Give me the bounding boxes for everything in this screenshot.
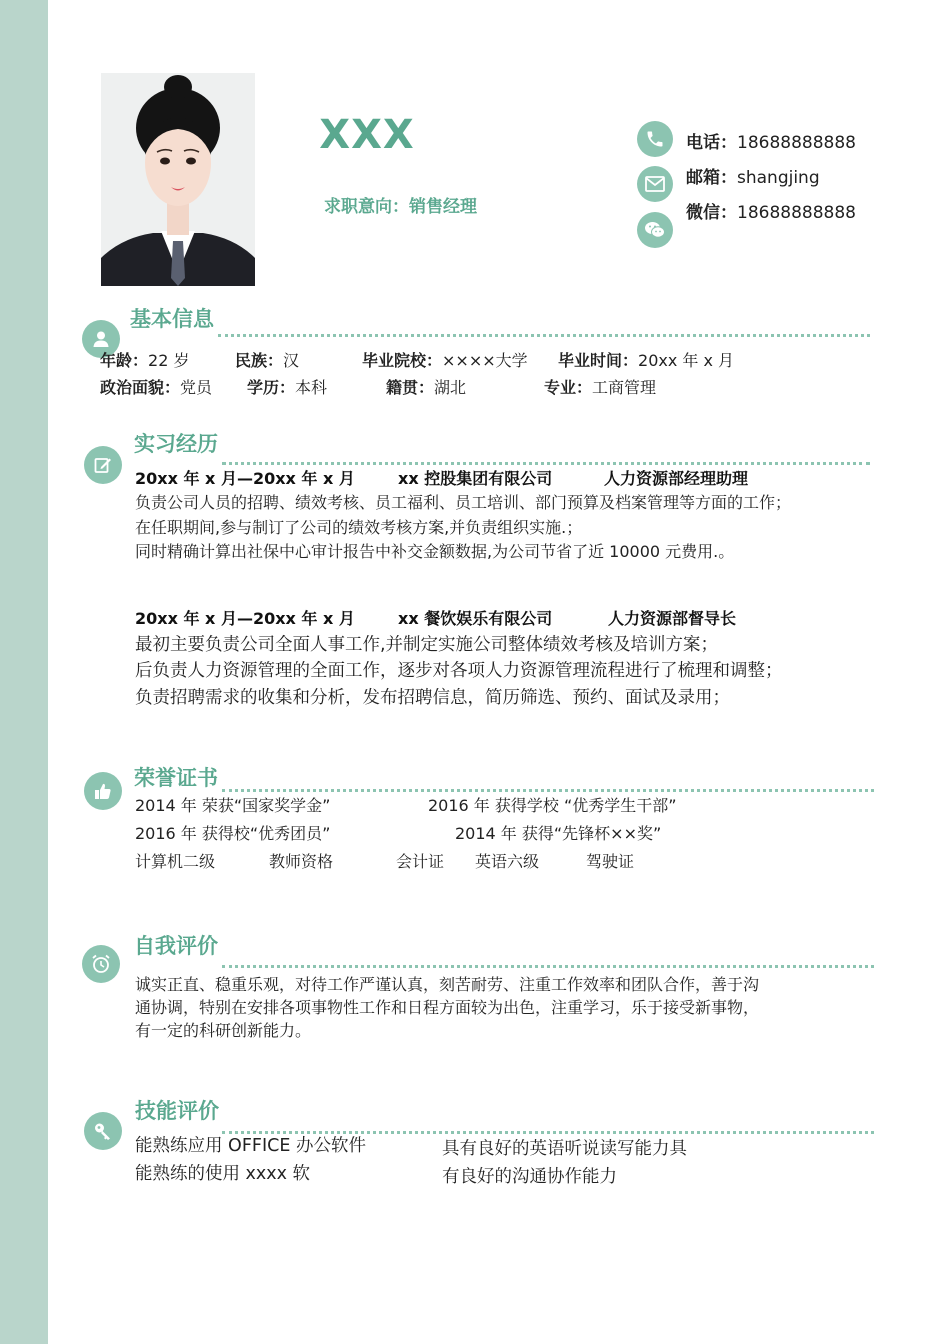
skill-item: 具有良好的英语听说读写能力具 [442,1139,687,1159]
job1-period: 20xx 年 x 月—20xx 年 x 月 [135,469,355,488]
job2-line: 负责招聘需求的收集和分析，发布招聘信息，简历筛选、预约、面试及录用； [135,688,730,708]
native-value: 湖北 [434,378,467,397]
divider [222,789,874,792]
cert-item: 会计证 [396,852,445,871]
job1-line: 负责公司人员的招聘、绩效考核、员工福利、员工培训、部门预算及档案管理等方面的工作； [135,493,792,512]
self-eval-line: 有一定的科研创新能力。 [135,1021,312,1040]
skill-item: 有良好的沟通协作能力 [442,1167,617,1187]
job-intent-value: 销售经理 [409,197,477,217]
self-eval-line: 通协调，特别在安排各项事物性工作和日程方面较为出色，注重学习，乐于接受新事物， [135,998,760,1017]
job1-line: 在任职期间,参与制订了公司的绩效考核方案,并负责组织实施.； [135,518,583,537]
basic-degree [247,375,327,398]
basic-school [362,348,528,371]
divider [218,334,870,337]
edit-icon [84,446,122,484]
skill-item: 能熟练应用 OFFICE 办公软件 [135,1136,366,1156]
politics-label: 政治面貌： [100,378,181,397]
email-label: 邮箱： [686,168,737,188]
section-title-intern: 实习经历 [134,432,218,456]
cert-item: 计算机二级 [135,852,216,871]
degree-label: 学历： [247,378,296,397]
job1-position: 人力资源部经理助理 [604,469,749,488]
cert-item: 英语六级 [475,852,540,871]
job2-position: 人力资源部督导长 [608,609,737,628]
left-accent-bar [0,0,48,1344]
honor-item: 2014 年 荣获“国家奖学金” [135,796,331,815]
school-value: ××××大学 [442,351,528,370]
alarm-clock-icon [82,945,120,983]
degree-value: 本科 [295,378,328,397]
basic-native [386,375,466,398]
divider [222,965,874,968]
nation-label: 民族： [235,351,284,370]
basic-politics [100,375,212,398]
cert-item: 驾驶证 [586,852,635,871]
age-value: 22 岁 [148,351,190,370]
job-intent-label: 求职意向： [324,197,409,217]
candidate-name: XXX [319,112,415,158]
job2-period: 20xx 年 x 月—20xx 年 x 月 [135,609,355,628]
job-intent [324,192,477,217]
basic-major [544,375,656,398]
basic-age [100,348,189,371]
contact-wechat [686,198,856,223]
job2-line: 后负责人力资源管理的全面工作，逐步对各项人力资源管理流程进行了梳理和调整； [135,661,783,681]
section-title-skills: 技能评价 [135,1099,219,1123]
job2-line: 最初主要负责公司全面人事工作,并制定实施公司整体绩效考核及培训方案； [135,635,719,655]
grad-value: 20xx 年 x 月 [638,351,735,370]
honor-item: 2014 年 获得“先锋杯××奖” [455,824,662,843]
mail-icon [637,166,673,202]
job1-company: xx 控股集团有限公司 [398,469,553,488]
wechat-label: 微信： [686,203,737,223]
cert-item: 教师资格 [269,852,334,871]
age-label: 年龄： [100,351,149,370]
phone-value: 18688888888 [737,133,856,153]
job2-company: xx 餐饮娱乐有限公司 [398,609,553,628]
self-eval-line: 诚实正直、稳重乐观，对待工作严谨认真，刻苦耐劳、注重工作效率和团队合作，善于沟 [135,975,760,994]
nation-value: 汉 [283,351,300,370]
major-value: 工商管理 [592,378,657,397]
section-title-basic: 基本信息 [130,307,214,331]
major-label: 专业： [544,378,593,397]
native-label: 籍贯： [386,378,435,397]
section-title-honors: 荣誉证书 [134,766,218,790]
politics-value: 党员 [180,378,213,397]
wechat-value: 18688888888 [737,203,856,223]
phone-icon [637,121,673,157]
wechat-icon [637,212,673,248]
phone-label: 电话： [686,133,737,153]
divider [222,462,870,465]
skill-item: 能熟练的使用 xxxx 软 [135,1164,311,1184]
profile-photo [101,73,255,286]
contact-email [686,163,820,188]
honor-item: 2016 年 获得校“优秀团员” [135,824,331,843]
honor-item: 2016 年 获得学校 “优秀学生干部” [428,796,677,815]
basic-nation [235,348,299,371]
thumbs-up-icon [84,772,122,810]
job1-line: 同时精确计算出社保中心审计报告中补交金额数据,为公司节省了近 10000 元费用.。 [135,542,735,561]
contact-phone [686,128,856,153]
section-title-self: 自我评价 [134,934,218,958]
key-icon [84,1112,122,1150]
grad-label: 毕业时间： [558,351,639,370]
school-label: 毕业院校： [362,351,443,370]
basic-grad [558,348,734,371]
email-value: shangjing [737,168,820,188]
